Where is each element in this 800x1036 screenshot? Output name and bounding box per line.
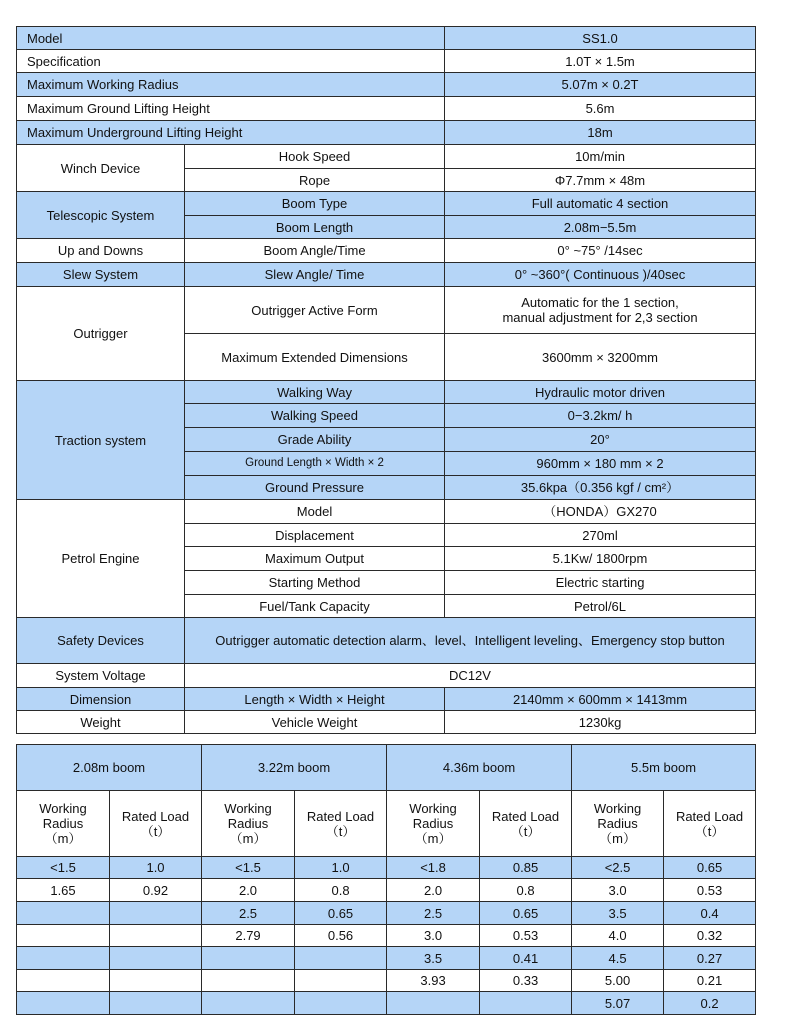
max-underground-lifting-value: 18m (445, 121, 756, 145)
rated-load-cell: 0.8 (295, 879, 387, 902)
outrigger-active-form-value (445, 287, 756, 334)
rated-load-cell (110, 992, 202, 1015)
working-radius-cell (202, 992, 295, 1015)
rated-load-cell: 0.65 (295, 902, 387, 925)
rope-label: Rope (185, 169, 445, 192)
fuel-tank-value: Petrol/6L (445, 595, 756, 618)
rated-load-cell (295, 992, 387, 1015)
rated-load-cell: 0.56 (295, 925, 387, 947)
rated-load-header-line: （t） (694, 823, 725, 839)
table-row (17, 992, 756, 1015)
walking-speed-label: Walking Speed (185, 404, 445, 428)
table-row (17, 902, 756, 925)
table-row (17, 879, 756, 902)
table-row (17, 947, 756, 970)
engine-model-value: （HONDA）GX270 (445, 500, 756, 524)
table-row (17, 664, 756, 688)
slew-group: Slew System (17, 263, 185, 287)
boom-header: 3.22m boom (202, 745, 387, 791)
rated-load-cell: 0.27 (664, 947, 756, 970)
working-radius-cell (202, 970, 295, 992)
working-radius-header (202, 791, 295, 857)
outrigger-active-form-label: Outrigger Active Form (185, 287, 445, 334)
rated-load-header (664, 791, 756, 857)
outrigger-active-form-value-1: Automatic for the 1 section, (521, 295, 679, 310)
rated-load-cell (110, 947, 202, 970)
working-radius-header-line: Radius (412, 816, 454, 831)
rated-load-cell: 0.85 (480, 857, 572, 879)
walking-speed-value: 0−3.2km/ h (445, 404, 756, 428)
rated-load-header-line: （t） (140, 823, 171, 839)
table-row (17, 192, 756, 216)
table-row (17, 97, 756, 121)
working-radius-cell (17, 925, 110, 947)
table-row (17, 239, 756, 263)
safety-value: Outrigger automatic detection alarm、level、Intelligent leveling、Emergency stop button (185, 618, 756, 664)
max-extended-label: Maximum Extended Dimensions (185, 334, 445, 381)
working-radius-cell: 3.0 (572, 879, 664, 902)
rated-load-cell: 0.53 (664, 879, 756, 902)
starting-method-label: Starting Method (185, 571, 445, 595)
working-radius-cell (387, 992, 480, 1015)
dimension-sub-label: Length × Width × Height (185, 688, 445, 711)
engine-group: Petrol Engine (17, 500, 185, 618)
weight-value: 1230kg (445, 711, 756, 734)
rated-load-cell: 0.32 (664, 925, 756, 947)
table-row (17, 791, 756, 857)
table-row (17, 711, 756, 734)
winch-group: Winch Device (17, 145, 185, 192)
weight-label: Weight (17, 711, 185, 734)
working-radius-cell (17, 947, 110, 970)
max-ground-lifting-label: Maximum Ground Lifting Height (17, 97, 445, 121)
rated-load-cell: 0.53 (480, 925, 572, 947)
specification-value: 1.0T × 1.5m (445, 50, 756, 73)
rated-load-cell (480, 992, 572, 1015)
working-radius-header-line: Radius (42, 816, 84, 831)
working-radius-cell: 3.5 (572, 902, 664, 925)
working-radius-header-line: （m） (44, 831, 82, 846)
max-working-radius-label: Maximum Working Radius (17, 73, 445, 97)
working-radius-header (17, 791, 110, 857)
rated-load-header (480, 791, 572, 857)
dimension-label: Dimension (17, 688, 185, 711)
max-output-label: Maximum Output (185, 547, 445, 571)
working-radius-cell: 4.5 (572, 947, 664, 970)
telescopic-group: Telescopic System (17, 192, 185, 239)
rated-load-cell: 0.92 (110, 879, 202, 902)
spec-table (16, 26, 756, 734)
table-row (17, 925, 756, 947)
dimension-value: 2140mm × 600mm × 1413mm (445, 688, 756, 711)
working-radius-cell (17, 992, 110, 1015)
slew-angle-value: 0° ~360°( Continuous )/40sec (445, 263, 756, 287)
rated-load-header-line: Rated Load (491, 808, 560, 824)
displacement-label: Displacement (185, 524, 445, 547)
table-row (17, 500, 756, 524)
working-radius-cell: 3.93 (387, 970, 480, 992)
rated-load-cell: 0.41 (480, 947, 572, 970)
outrigger-group: Outrigger (17, 287, 185, 381)
rated-load-header-line: （t） (510, 823, 541, 839)
working-radius-cell: 3.5 (387, 947, 480, 970)
grade-ability-value: 20° (445, 428, 756, 452)
working-radius-header-line: Working (224, 801, 272, 816)
working-radius-cell: 2.0 (387, 879, 480, 902)
starting-method-value: Electric starting (445, 571, 756, 595)
table-row (17, 970, 756, 992)
working-radius-cell: 2.79 (202, 925, 295, 947)
hook-speed-value: 10m/min (445, 145, 756, 169)
rated-load-cell: 0.65 (480, 902, 572, 925)
boom-header: 2.08m boom (17, 745, 202, 791)
table-row (17, 121, 756, 145)
working-radius-cell (17, 970, 110, 992)
rated-load-header-line: Rated Load (675, 808, 744, 824)
boom-length-value: 2.08m−5.5m (445, 216, 756, 239)
grade-ability-label: Grade Ability (185, 428, 445, 452)
ground-pressure-value: 35.6kpa（0.356 kgf / cm²） (445, 476, 756, 500)
rated-load-cell: 0.65 (664, 857, 756, 879)
rated-load-header-line: （t） (325, 823, 356, 839)
table-row (17, 73, 756, 97)
working-radius-cell: 2.5 (387, 902, 480, 925)
table-row (17, 381, 756, 404)
rated-load-cell: 1.0 (110, 857, 202, 879)
rated-load-cell: 1.0 (295, 857, 387, 879)
working-radius-cell: 5.07 (572, 992, 664, 1015)
outrigger-active-form-value-2: manual adjustment for 2,3 section (502, 310, 698, 325)
boom-type-value: Full automatic 4 section (445, 192, 756, 216)
table-row (17, 263, 756, 287)
working-radius-header-line: （m） (229, 831, 267, 846)
rope-value: Φ7.7mm × 48m (445, 169, 756, 192)
load-chart-body (17, 857, 756, 1015)
rated-load-header-line: Rated Load (121, 808, 190, 824)
table-row (17, 145, 756, 169)
working-radius-header (387, 791, 480, 857)
table-row (17, 618, 756, 664)
max-output-value: 5.1Kw/ 1800rpm (445, 547, 756, 571)
working-radius-header-line: （m） (414, 831, 452, 846)
working-radius-cell: <1.5 (202, 857, 295, 879)
updown-group: Up and Downs (17, 239, 185, 263)
voltage-value: DC12V (185, 664, 756, 688)
weight-sub-label: Vehicle Weight (185, 711, 445, 734)
working-radius-header-line: （m） (599, 831, 636, 846)
working-radius-cell: 3.0 (387, 925, 480, 947)
engine-model-label: Model (185, 500, 445, 524)
rated-load-header (110, 791, 202, 857)
rated-load-cell: 0.21 (664, 970, 756, 992)
table-row (17, 27, 756, 50)
working-radius-cell: <1.5 (17, 857, 110, 879)
table-row (17, 745, 756, 791)
boom-length-label: Boom Length (185, 216, 445, 239)
working-radius-cell (17, 902, 110, 925)
max-ground-lifting-value: 5.6m (445, 97, 756, 121)
working-radius-header-line: Radius (227, 816, 269, 831)
working-radius-header-line: Working (409, 801, 457, 816)
boom-type-label: Boom Type (185, 192, 445, 216)
working-radius-cell: <1.8 (387, 857, 480, 879)
safety-label: Safety Devices (17, 618, 185, 664)
boom-angle-label: Boom Angle/Time (185, 239, 445, 263)
rated-load-cell: 0.4 (664, 902, 756, 925)
working-radius-cell: 1.65 (17, 879, 110, 902)
hook-speed-label: Hook Speed (185, 145, 445, 169)
ground-pressure-label: Ground Pressure (185, 476, 445, 500)
rated-load-cell (110, 970, 202, 992)
voltage-label: System Voltage (17, 664, 185, 688)
boom-header: 5.5m boom (572, 745, 756, 791)
max-extended-value: 3600mm × 3200mm (445, 334, 756, 381)
table-row (17, 287, 756, 334)
load-chart-table (16, 744, 756, 1015)
model-value: SS1.0 (445, 27, 756, 50)
working-radius-header-line: Working (593, 801, 642, 816)
working-radius-cell (202, 947, 295, 970)
walking-way-label: Walking Way (185, 381, 445, 404)
working-radius-cell: <2.5 (572, 857, 664, 879)
specification-label: Specification (17, 50, 445, 73)
table-row (17, 688, 756, 711)
displacement-value: 270ml (445, 524, 756, 547)
rated-load-cell: 0.8 (480, 879, 572, 902)
rated-load-cell (295, 947, 387, 970)
working-radius-cell: 2.0 (202, 879, 295, 902)
max-underground-lifting-label: Maximum Underground Lifting Height (17, 121, 445, 145)
rated-load-cell: 0.2 (664, 992, 756, 1015)
working-radius-cell: 2.5 (202, 902, 295, 925)
rated-load-header (295, 791, 387, 857)
working-radius-header-line: Radius (597, 816, 638, 831)
rated-load-header-line: Rated Load (306, 808, 375, 824)
walking-way-value: Hydraulic motor driven (445, 381, 756, 404)
working-radius-header (572, 791, 664, 857)
rated-load-cell (110, 902, 202, 925)
rated-load-cell (295, 970, 387, 992)
boom-angle-value: 0° ~75° /14sec (445, 239, 756, 263)
table-row (17, 857, 756, 879)
fuel-tank-label: Fuel/Tank Capacity (185, 595, 445, 618)
traction-group: Traction system (17, 381, 185, 500)
rated-load-cell: 0.33 (480, 970, 572, 992)
ground-length-label: Ground Length × Width × 2 (185, 452, 445, 476)
table-row (17, 50, 756, 73)
ground-length-value: 960mm × 180 mm × 2 (445, 452, 756, 476)
working-radius-cell: 5.00 (572, 970, 664, 992)
max-working-radius-value: 5.07m × 0.2T (445, 73, 756, 97)
slew-angle-label: Slew Angle/ Time (185, 263, 445, 287)
rated-load-cell (110, 925, 202, 947)
boom-header: 4.36m boom (387, 745, 572, 791)
model-label: Model (17, 27, 445, 50)
working-radius-cell: 4.0 (572, 925, 664, 947)
working-radius-header-line: Working (39, 801, 87, 816)
